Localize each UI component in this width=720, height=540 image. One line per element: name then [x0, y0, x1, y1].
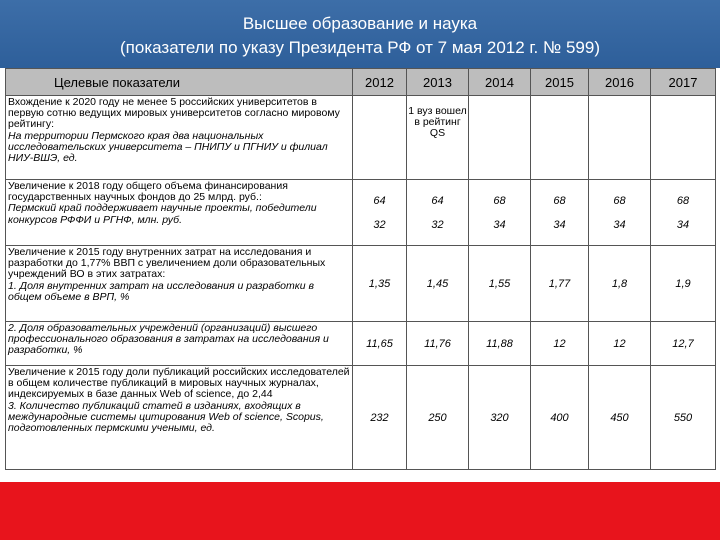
table-cell — [353, 180, 407, 246]
row-description — [6, 246, 353, 322]
table-cell — [589, 96, 651, 180]
slide-title: Высшее образование и наука — [242, 14, 478, 33]
table-cell — [589, 180, 651, 246]
table-cell — [651, 96, 716, 180]
table-cell: 11,76 — [407, 322, 469, 366]
table-cell — [651, 180, 716, 246]
table-cell: 450 — [589, 366, 651, 470]
column-header: 2017 — [651, 69, 716, 96]
table-cell: 1,45 — [407, 246, 469, 322]
table-cell — [531, 96, 589, 180]
table-cell — [469, 96, 531, 180]
table-cell: 1,35 — [353, 246, 407, 322]
table-cell: 320 — [469, 366, 531, 470]
table-row — [6, 366, 716, 470]
row-text-italic: 2. Доля образовательных учреждений (организаций) высшего профессионального образования в затратах на исследования и разработки, % — [8, 322, 329, 357]
cell-value: 34 — [613, 218, 626, 231]
table-cell: 250 — [407, 366, 469, 470]
table-cell — [531, 180, 589, 246]
row-text: Вхождение к 2020 году не менее 5 российских университетов в первую сотню ведущих мировых университетов согласно мировому рейтингу: — [8, 96, 340, 131]
indicators-table-wrap — [5, 68, 715, 478]
cell-value: 34 — [676, 218, 690, 231]
slide-header — [0, 0, 720, 68]
column-header: Целевые показатели — [6, 69, 353, 96]
table-header-row — [6, 69, 716, 96]
table-row — [6, 246, 716, 322]
column-header: 2016 — [589, 69, 651, 96]
table-cell: 400 — [531, 366, 589, 470]
table-cell: 1,77 — [531, 246, 589, 322]
row-description — [6, 322, 353, 366]
table-cell — [469, 180, 531, 246]
cell-value: 32 — [431, 218, 444, 231]
table-cell — [407, 180, 469, 246]
table-row — [6, 180, 716, 246]
cell-value: 68 — [676, 194, 690, 207]
column-header: 2014 — [469, 69, 531, 96]
slide-subtitle: (показатели по указу Президента РФ от 7 мая 2012 г. № 599) — [120, 38, 600, 57]
table-row — [6, 96, 716, 180]
row-text: Увеличение к 2015 году доли публикаций российских исследователей в общем количестве публикаций в мировых научных журналах, индексируемых в базе данных Web of science, до 2,44 — [8, 366, 350, 401]
table-cell: 1 вуз вошел в рейтинг QS — [407, 96, 469, 180]
row-text-italic: Пермский край поддерживает научные проекты, победители конкурсов РФФИ и РГНФ, млн. руб. — [8, 202, 317, 226]
cell-value: 34 — [493, 218, 506, 231]
cell-value: 34 — [553, 218, 566, 231]
column-header: 2015 — [531, 69, 589, 96]
column-header: 2012 — [353, 69, 407, 96]
table-cell — [353, 96, 407, 180]
row-text-italic: 1. Доля внутренних затрат на исследования и разработки в общем объеме в ВРП, % — [8, 279, 314, 303]
row-text-italic: 3. Количество публикаций статей в изданиях, входящих в международные системы цитирования Web of science, Scopus, подготовленных пермскими учеными, ед. — [8, 399, 324, 435]
table-cell: 12 — [589, 322, 651, 366]
cell-value: 68 — [493, 194, 506, 207]
row-description — [6, 180, 353, 246]
table-cell: 232 — [353, 366, 407, 470]
table-cell: 1,9 — [651, 246, 716, 322]
cell-value: 64 — [373, 194, 386, 207]
table-cell: 550 — [651, 366, 716, 470]
cell-value: 68 — [613, 194, 626, 207]
row-text-italic: На территории Пермского края два национальных исследовательских университета – ПНИПУ и ПГНИУ и филиал НИУ-ВШЭ, ед. — [8, 129, 328, 165]
row-description — [6, 96, 353, 180]
row-description — [6, 366, 353, 470]
footer-band — [0, 482, 720, 540]
table-row — [6, 322, 716, 366]
cell-value: 68 — [553, 194, 566, 207]
row-text: Увеличение к 2018 году общего объема финансирования государственных научных фондов до 25 млрд. руб.: — [8, 180, 288, 204]
indicators-table — [5, 68, 716, 470]
table-cell: 11,65 — [353, 322, 407, 366]
table-cell: 1,8 — [589, 246, 651, 322]
table-cell: 12 — [531, 322, 589, 366]
table-cell: 1,55 — [469, 246, 531, 322]
table-cell: 12,7 — [651, 322, 716, 366]
cell-value: 32 — [373, 218, 386, 231]
table-cell: 11,88 — [469, 322, 531, 366]
column-header: 2013 — [407, 69, 469, 96]
row-text: Увеличение к 2015 году внутренних затрат на исследования и разработки до 1,77% ВВП с увеличением доли образовательных учреждений ВО в этих затратах: — [8, 246, 326, 281]
cell-value: 64 — [431, 194, 444, 207]
